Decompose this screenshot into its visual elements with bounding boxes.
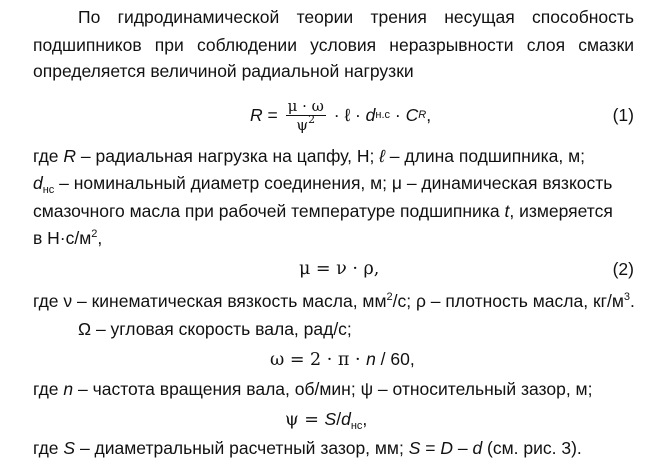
equation-2-number: (2): [612, 259, 634, 279]
paragraph-line-3: определяется величиной радиальной нагрузки: [33, 61, 414, 81]
document-page: По гидродинамической теории трения несущая способность подшипников при соблюдении условия неразрывности слоя смазки определяется величиной радиальной нагрузки R = $\frac{\mu \cdot \omega}{\psi^2}$ · ℓ · d н.с · C R , (1) где R – радиальная нагрузка на цапфу, Н; ℓ – длина подшипника, м; $d_{нс}$ – номинальный диаметр соединения, м; μ – динамическая вязкость смазочного масла при рабочей температуре подшипника t, измеряется в $Н\cdot с/м^2$, μ = ν · ρ, (2) где ν – кинематическая вязкость масла, $мм^2/с$; ρ – плотность масла, $кг/м^3$. Ω – угловая скорость вала, рад/с; ω = 2 · π · n / 60, где n – частота вращения вала, об/мин; ψ – относительный зазор, м; $\psi = S/d_{нс}$, где S – диаметральный расчетный зазор, мм; S = D – d (см. рис. 3).: [0, 0, 652, 466]
paragraph-line-5: $d_{нс}$ – номинальный диаметр соединения, м; μ – динамическая вязкость: [33, 173, 613, 196]
paragraph-line-9: Ω – угловая скорость вала, рад/с;: [78, 319, 352, 339]
paragraph-line-1: По гидродинамической теории трения несущая способность: [78, 7, 634, 27]
paragraph-line-2: подшипников при соблюдении условия неразрывности слоя смазки: [33, 35, 634, 55]
equation-1-formula: R = $\frac{\mu \cdot \omega}{\psi^2}$ · ℓ · d н.с · C R ,: [250, 96, 432, 134]
equation-1: [0, 95, 652, 135]
paragraph-line-4: где R – радиальная нагрузка на цапфу, Н; ℓ – длина подшипника, м;: [33, 146, 586, 166]
paragraph-line-8: где ν – кинематическая вязкость масла, $мм^2/с$; ρ – плотность масла, $кг/м^3$.: [33, 291, 635, 311]
equation-1-fraction: $\frac{\mu \cdot \omega}{\psi^2}$: [287, 96, 324, 134]
paragraph-line-11: где S – диаметральный расчетный зазор, мм; S = D – d (см. рис. 3).: [33, 438, 582, 458]
paragraph-line-6: смазочного масла при рабочей температуре подшипника t, измеряется: [33, 201, 613, 221]
paragraph-line-7: в $Н\cdot с/м^2$,: [33, 228, 103, 248]
equation-1-number: (1): [612, 105, 634, 125]
paragraph-line-10: где n – частота вращения вала, об/мин; ψ – относительный зазор, м;: [33, 379, 593, 399]
